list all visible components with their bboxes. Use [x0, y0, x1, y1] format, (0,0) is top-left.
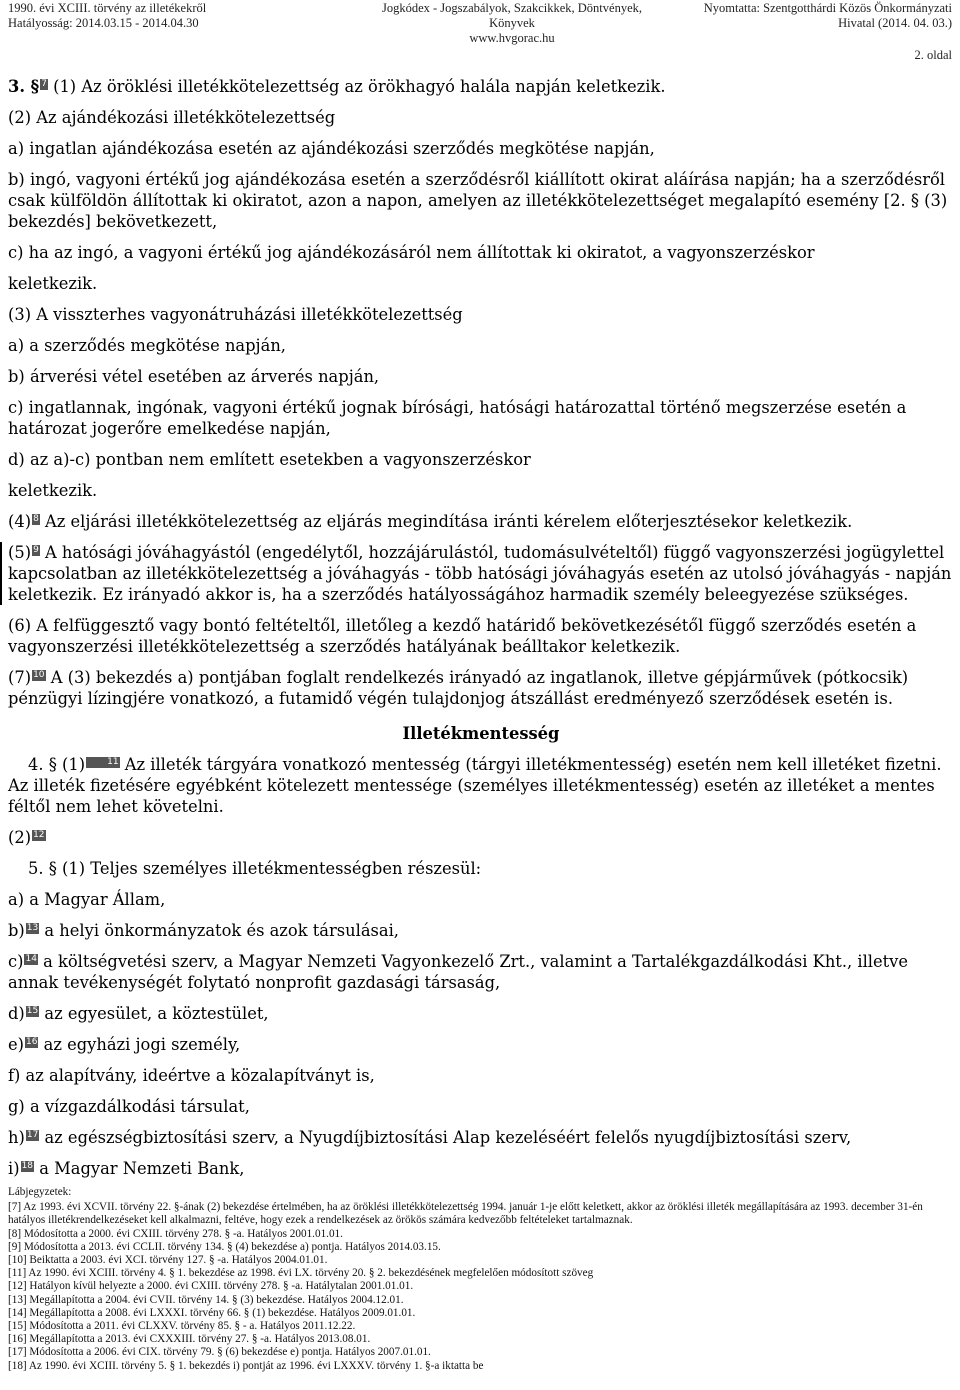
footnote-16: [16] Megállapította a 2013. évi CXXXIII. törvény 27. § -a. Hatályos 2013.08.01.: [8, 1333, 371, 1346]
item-2b: b) ingó, vagyoni értékű jog ajándékozása esetén a szerződésről kiállított okirat aláírása napján; ha a szerződésről csak külföldön állítottak ki okiratot, azon a napon, amelyen az illetékkötelezettséget megalapító esemény [2. § (3) bekezdés] bekövetkezett,: [8, 170, 948, 231]
document-body: [8, 76, 954, 1179]
paragraph-4-1: [8, 754, 954, 817]
law-title: 1990. évi XCIII. törvény az illetékekről: [8, 1, 207, 15]
item-text: a költségvetési szerv, a Magyar Nemzeti Vagyonkezelő Zrt., valamint a Tartalékgazdálkodási Kht., illetve annak tevékenységét folytató nonprofit gazdasági társaság,: [8, 952, 909, 992]
item-3a: a) a szerződés megkötése napján,: [8, 336, 286, 355]
paragraph-lead: (5): [8, 543, 32, 562]
footnote-8: [8] Módosította a 2000. évi CXIII. törvény 278. § -a. Hatályos 2001.01.01.: [8, 1227, 343, 1240]
footnote-ref-16[interactable]: 16: [26, 1036, 38, 1047]
item-text: a helyi önkormányzatok és azok társulásai,: [39, 921, 399, 940]
paragraph-3-7: [8, 667, 954, 709]
section-title: Illetékmentesség: [402, 724, 560, 743]
page-number: 2. oldal: [914, 48, 952, 62]
item-lead: b): [8, 921, 25, 940]
footnote-17: [17] Módosította a 2006. évi CIX. törvény 79. § (6) bekezdése e) pontja. Hatályos 2007.01.01.: [8, 1346, 431, 1359]
header-center: [372, 1, 652, 46]
validity-period: Hatályosság: 2014.03.15 - 2014.04.30: [8, 16, 199, 30]
footnote-ref-15[interactable]: 15: [26, 1005, 39, 1016]
footnote-ref-12[interactable]: 12: [33, 829, 45, 840]
footnote-10: [10] Beiktatta a 2003. évi XCI. törvény 127. § -a. Hatályos 2004.01.01.: [8, 1254, 328, 1267]
item-lead: i): [8, 1159, 20, 1178]
paragraph-lead: (2): [8, 828, 32, 847]
header-right: [703, 1, 952, 31]
paragraph-lead: (7): [8, 668, 32, 687]
paragraph-3-6: (6) A felfüggesztő vagy bontó feltételtől, illetőleg a kezdő határidő bekövetkezésétől függő szerződés esetén a vagyonszerzési illetékkötelezettség a szerződés hatályának beálltakor keletkezik.: [8, 616, 917, 656]
item-5f: f) az alapítvány, ideértve a közalapítványt is,: [8, 1066, 375, 1085]
footnote-ref-7[interactable]: 7: [41, 78, 47, 89]
paragraph-3-1: [8, 76, 954, 97]
footnote-ref-13[interactable]: 13: [26, 922, 39, 933]
paragraph-2-end: keletkezik.: [8, 274, 98, 293]
footnote-12: [12] Hatályon kívül helyezte a 2000. évi CXIII. törvény 278. § -a. Hatálytalan 2001.01.01.: [8, 1280, 414, 1293]
item-lead: h): [8, 1128, 25, 1147]
footnote-ref-14[interactable]: 14: [25, 953, 37, 964]
paragraph-5-1: 5. § (1) Teljes személyes illetékmentességben részesül:: [28, 859, 482, 878]
item-3d: d) az a)-c) pontban nem említett esetekben a vagyonszerzéskor: [8, 450, 531, 469]
section-lead: 4. § (1): [28, 755, 86, 774]
item-text: az egyházi jogi személy,: [38, 1035, 241, 1054]
section-number: 3. §: [8, 77, 40, 96]
item-3c: c) ingatlannak, ingónak, vagyoni értékű jognak bírósági, hatósági határozattal történő megszerzése esetén a határozat jogerőre emelkedése napján,: [8, 398, 907, 438]
footnote-18: [18] Az 1990. évi XCIII. törvény 5. § 1. bekezdés i) pontját az 1996. évi LXXXV. törvény 1. §-a iktatta be: [8, 1359, 484, 1372]
footnote-9: [9] Módosította a 2013. évi CCLII. törvény 134. § (4) bekezdése a) pontja. Hatályos 2014.03.15.: [8, 1240, 441, 1253]
item-2c: c) ha az ingó, a vagyoni értékű jog ajándékozásáról nem állítottak ki okiratot, a vagyonszerzéskor: [8, 243, 815, 262]
paragraph-text: Az eljárási illetékkötelezettség az eljárás megindítása iránti kérelem előterjesztésekor keletkezik.: [39, 512, 853, 531]
paragraph-text: A (3) bekezdés a) pontjában foglalt rendelkezés irányadó az ingatlanok, illetve gépjárművek (pótkocsik) pénzügyi lízingjére vonatkozó, a futamidő végén tulajdonjog átszállást eredményező szerződések esetén is.: [8, 668, 909, 708]
item-lead: c): [8, 952, 24, 971]
paragraph-3-5: [0, 542, 954, 605]
footnote-ref-8[interactable]: 8: [33, 513, 39, 524]
paragraph-text: (1) Az öröklési illetékkötelezettség az örökhagyó halála napján keletkezik.: [47, 77, 666, 96]
item-5g: g) a vízgazdálkodási társulat,: [8, 1097, 250, 1116]
footnotes: [8, 1186, 954, 1373]
footnote-ref-17[interactable]: 17: [26, 1129, 39, 1140]
footnote-7: [7] Az 1993. évi XCVII. törvény 22. §-ának (2) bekezdése értelmében, ha az öröklési illetékkötelezettség 1994. január 1-je előtt keletkett, akkor az öröklési illeték megállapítására az 1993. december 31-én hatályos illetékrendelkezéseket kell alkalmazni, feltéve, hogy ezek a rendelkezések az örökös számára kedvezőbb feltételeket tartalmaznak.: [8, 1201, 923, 1227]
item-2a: a) ingatlan ajándékozása esetén az ajándékozási szerződés megkötése napján,: [8, 139, 655, 158]
header-center-line1: Jogkódex - Jogszabályok, Szakcikkek, Döntvények,: [381, 1, 642, 15]
item-5h: [8, 1127, 954, 1148]
item-text: a Magyar Nemzeti Bank,: [34, 1159, 245, 1178]
paragraph-3-3: (3) A visszterhes vagyonátruházási illetékkötelezettség: [8, 305, 463, 324]
item-lead: d): [8, 1004, 25, 1023]
paragraph-3-end: keletkezik.: [8, 481, 98, 500]
header-right-line2: Hivatal (2014. 04. 03.): [838, 16, 952, 30]
paragraph-text: Az illeték tárgyára vonatkozó mentesség (tárgyi illetékmentesség) esetén nem kell illetéket fizetni. Az illeték fizetésére egyébként kötelezett mentessége (személyes illetékmentesség) esetén az illetéket a mentes féltől nem lehet követelni.: [8, 755, 942, 816]
footnote-11: [11] Az 1990. évi XCIII. törvény 4. § 1. bekezdése az 1998. évi LX. törvény 20. § 2. bekezdésének megfelelően módosított szöveg: [8, 1267, 594, 1280]
header-right-line1: Nyomtatta: Szentgotthárdi Közös Önkormányzati: [703, 1, 952, 15]
header-website: www.hvgorac.hu: [469, 31, 555, 45]
item-5b: [8, 920, 954, 941]
footnote-13: [13] Megállapította a 2004. évi CVII. törvény 14. § (3) bekezdése. Hatályos 2004.12.01.: [8, 1293, 404, 1306]
footnote-15: [15] Módosította a 2011. évi CLXXV. törvény 85. § - a. Hatályos 2011.12.22.: [8, 1320, 356, 1333]
footnote-ref-18[interactable]: 18: [21, 1160, 34, 1171]
footnote-ref-11[interactable]: 11: [86, 757, 119, 768]
footnotes-label: Lábjegyzetek:: [8, 1186, 72, 1198]
item-lead: e): [8, 1035, 24, 1054]
footnote-14: [14] Megállapította a 2008. évi LXXXI. törvény 66. § (1) bekezdése. Hatályos 2009.01.01.: [8, 1306, 416, 1319]
item-5i: [8, 1158, 954, 1179]
footnote-ref-9[interactable]: 9: [33, 544, 39, 555]
item-5e: [8, 1034, 954, 1055]
item-5c: [8, 951, 954, 993]
paragraph-4-2: [8, 827, 954, 848]
item-text: az egészségbiztosítási szerv, a Nyugdíjbiztosítási Alap kezeléséért felelős nyugdíjbiztosítási szerv,: [39, 1128, 852, 1147]
item-3b: b) árverési vétel esetében az árverés napján,: [8, 367, 380, 386]
paragraph-lead: (4): [8, 512, 32, 531]
item-5a: a) a Magyar Állam,: [8, 890, 166, 909]
item-5d: [8, 1003, 954, 1024]
item-text: az egyesület, a köztestület,: [39, 1004, 269, 1023]
paragraph-text: A hatósági jóváhagyástól (engedélytől, hozzájárulástól, tudomásulvételtől) függő vagyonszerzési jogügylettel kapcsolatban az illetékkötelezettség a jóváhagyás - több hatósági jóváhagyás esetén az utolsó jóváhagyás - napján keletkezik. Ez irányadó akkor is, ha a szerződés hatályosságához harmadik személy beleegyezése szükséges.: [8, 543, 952, 604]
header-left: [8, 1, 206, 31]
paragraph-3-2: (2) Az ajándékozási illetékkötelezettség: [8, 108, 336, 127]
footnote-ref-10[interactable]: 10: [33, 669, 45, 680]
header-center-line2: Könyvek: [489, 16, 535, 30]
page-header: [0, 0, 960, 64]
paragraph-3-4: [8, 511, 954, 532]
